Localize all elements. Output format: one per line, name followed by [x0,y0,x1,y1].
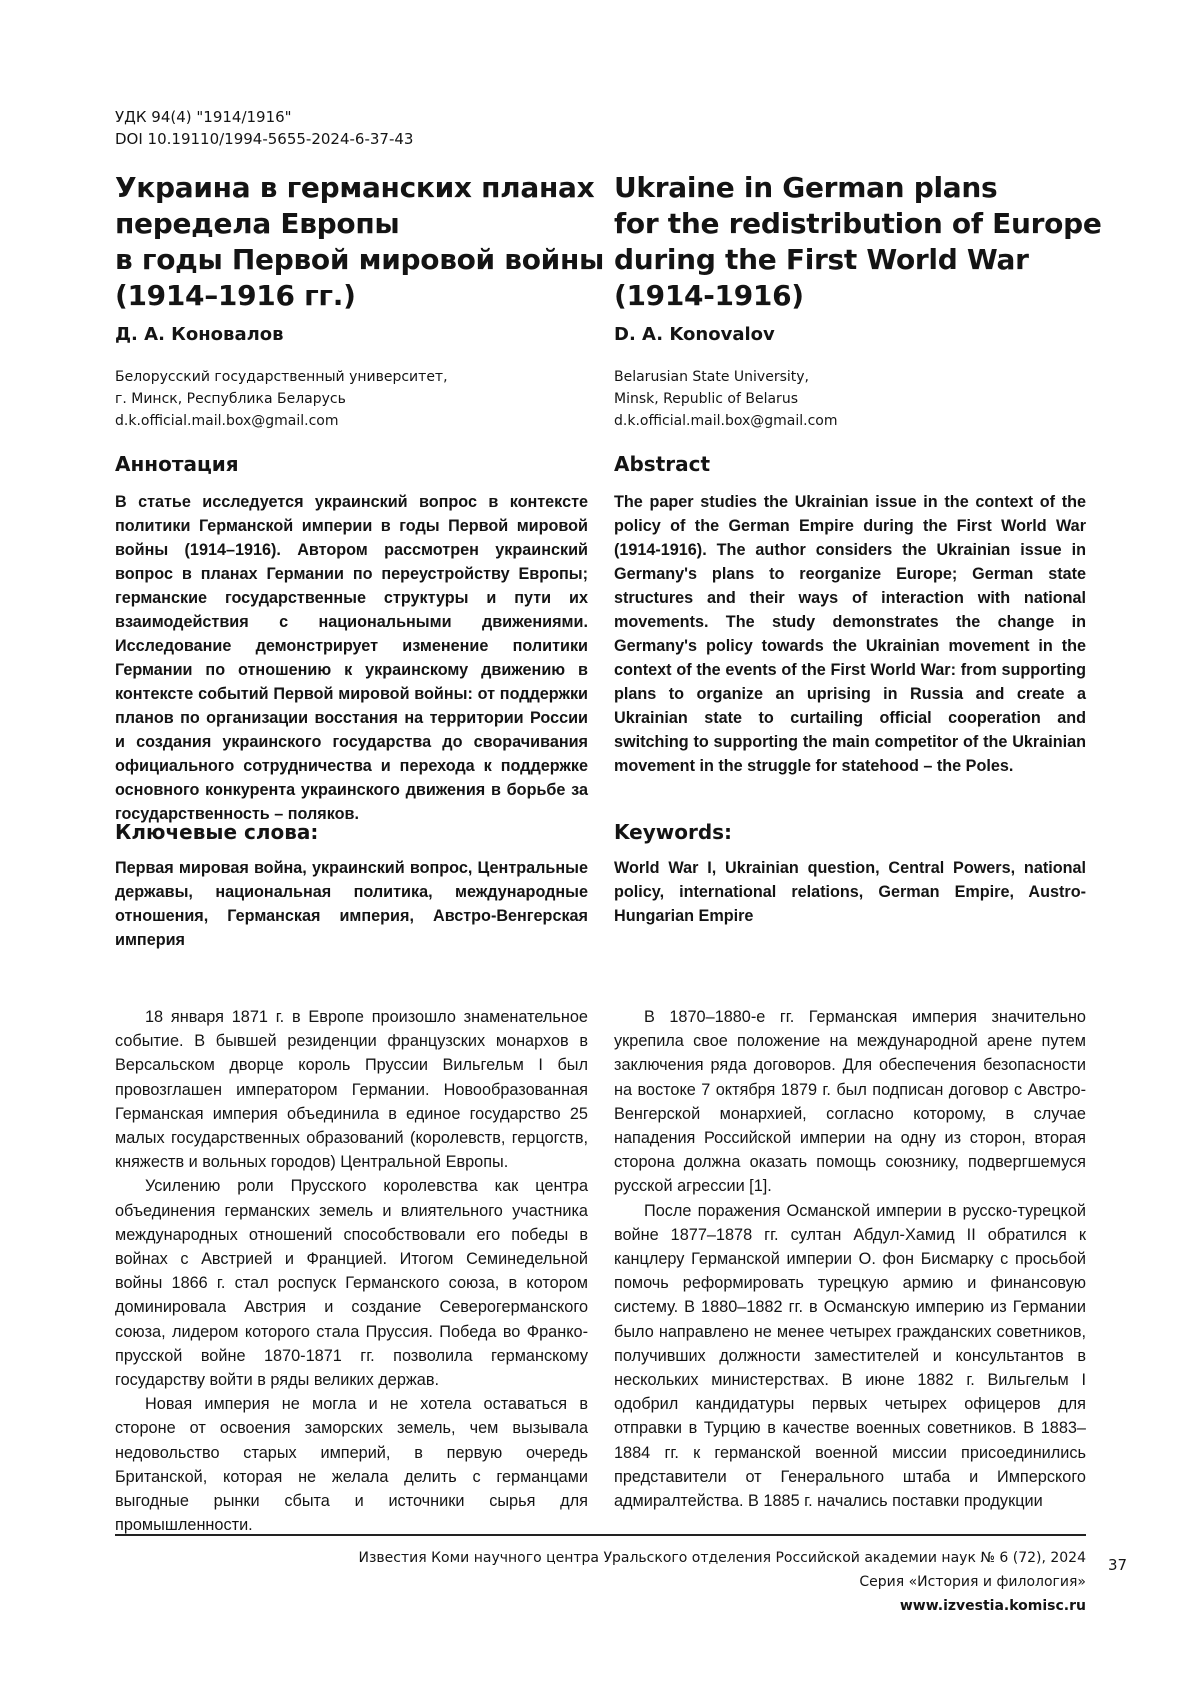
affiliation-line: Belarusian State University, [614,369,809,385]
affiliation-ru [115,366,448,432]
title-ru-line: (1914–1916 гг.) [115,279,356,312]
affiliation-en [614,366,838,432]
affiliation-line: Белорусский государственный университет, [115,369,448,385]
footer-divider [115,1534,1086,1536]
affiliation-line: Minsk, Republic of Belarus [614,391,798,407]
keywords-heading-en: Keywords: [614,820,733,844]
article-metadata [115,106,413,150]
body-paragraph: Усилению роли Прусского королевства как центра объединения германских земель и влиятельного участника международных отношений способствовали его победы в войнах с Австрией и Францией. Итогом Семинедельной войны 1866 г. стал роспуск Германского союза, в котором доминировала Австрия и создание Северогерманского союза, лидером которого стала Пруссия. Победа во Франко-прусской войне 1870-1871 гг. позволила германскому государству войти в ряды великих держав. [115,1177,588,1390]
body-paragraph: Новая империя не могла и не хотела оставаться в стороне от освоения заморских земель, чем вызывала недовольство старых империй, в первую очередь Британской, которая не желала делить с германцами выгодные рынки сбыта и источники сырья для промышленности. [115,1395,588,1535]
title-en-line: Ukraine in German plans [614,171,998,204]
journal-name: Известия Коми научного центра Уральского отделения Российской академии наук № 6 (72), 2024 [358,1550,1086,1566]
title-en-line: (1914-1916) [614,279,804,312]
title-en-line: for the redistribution of Europe [614,207,1102,240]
keywords-heading-ru: Ключевые слова: [115,820,319,844]
journal-series: Серия «История и филология» [859,1574,1086,1590]
footer [359,1546,1087,1618]
abstract-en: The paper studies the Ukrainian issue in the context of the policy of the German Empire during the First World War (1914-1916). The author considers the Ukrainian issue in Germany's plans to reorganize Europe; German state structures and their ways of interaction with national movements. The study demonstrates the change in Germany's policy towards the Ukrainian movement in the context of the events of the First World War: from supporting plans to organize an uprising in Russia and create a Ukrainian state to curtailing official cooperation and switching to supporting the main competitor of the Ukrainian movement in the struggle for statehood – the Poles. [614,493,1086,775]
abstract-heading-ru: Аннотация [115,452,239,476]
keywords-en: World War I, Ukrainian question, Central Powers, national policy, international relations, German Empire, Austro-Hungarian Empire [614,859,1086,925]
udk-code: УДК 94(4) "1914/1916" [115,108,292,126]
title-en-line: during the First World War [614,243,1029,276]
body-paragraph: 18 января 1871 г. в Европе произошло знаменательное событие. В бывшей резиденции французских монархов в Версальском дворце король Пруссии Вильгельм I был провозглашен императором Германии. Новообразованная Германская империя объединила в единое государство 25 малых государственных образований (королевств, герцогств, княжеств и вольных городов) Центральной Европы. [115,1008,588,1172]
title-ru-line: передела Европы [115,207,400,240]
title-en [614,170,1102,314]
journal-url[interactable]: www.izvestia.komisc.ru [899,1598,1086,1614]
author-email[interactable]: d.k.official.mail.box@gmail.com [614,413,838,429]
body-column-right [614,1005,1086,1513]
body-paragraph: После поражения Османской империи в русско-турецкой войне 1877–1878 гг. султан Абдул-Хамид II обратился к канцлеру Германской империи О. фон Бисмарку с просьбой помочь реформировать турецкую армию и финансовую систему. В 1880–1882 гг. в Османскую империю из Германии было направлено не менее четырех гражданских советников, получивших должности заместителей и консультантов в нескольких министерствах. В июне 1882 г. Вильгельм I одобрил кандидатуры первых четырех офицеров для отправки в Турцию в качестве военных советников. В 1883–1884 гг. к германской военной миссии присоединились представители от Генерального штаба и Имперского адмиралтейства. В 1885 г. начались поставки продукции [614,1201,1086,1511]
author-email[interactable]: d.k.official.mail.box@gmail.com [115,413,339,429]
title-ru-line: Украина в германских планах [115,171,595,204]
abstract-heading-en: Abstract [614,452,711,476]
page-number: 37 [1108,1556,1128,1574]
body-paragraph: В 1870–1880-е гг. Германская империя значительно укрепила свое положение на международной арене путем заключения ряда договоров. Для обеспечения безопасности на востоке 7 октября 1879 г. был подписан договор с Австро-Венгерской монархией, согласно которому, в случае нападения Российской империи на одну из сторон, вторая сторона должна оказать помощь союзнику, подвергшемуся русской агрессии [1]. [614,1008,1086,1196]
abstract-ru: В статье исследуется украинский вопрос в контексте политики Германской империи в годы Первой мировой войны (1914–1916). Автором рассмотрен украинский вопрос в планах Германии по переустройству Европы; германские государственные структуры и пути их взаимодействия с национальными движениями. Исследование демонстрирует изменение политики Германии по отношению к украинскому движению в контексте событий Первой мировой войны: от поддержки планов по организации восстания на территории России и создания украинского государства до сворачивания официального сотрудничества и перехода к поддержке основного конкурента украинского движения в борьбе за государственность – поляков. [115,493,588,823]
doi: DOI 10.19110/1994-5655-2024-6-37-43 [115,130,414,148]
title-ru-line: в годы Первой мировой войны [115,243,605,276]
title-ru [115,170,605,314]
body-column-left [115,1005,588,1537]
keywords-ru: Первая мировая война, украинский вопрос, Центральные державы, национальная политика, международные отношения, Германская империя, Австро-Венгерская империя [115,859,588,949]
author-en: D. A. Konovalov [614,324,775,345]
affiliation-line: г. Минск, Республика Беларусь [115,391,346,407]
author-ru: Д. А. Коновалов [115,324,284,345]
